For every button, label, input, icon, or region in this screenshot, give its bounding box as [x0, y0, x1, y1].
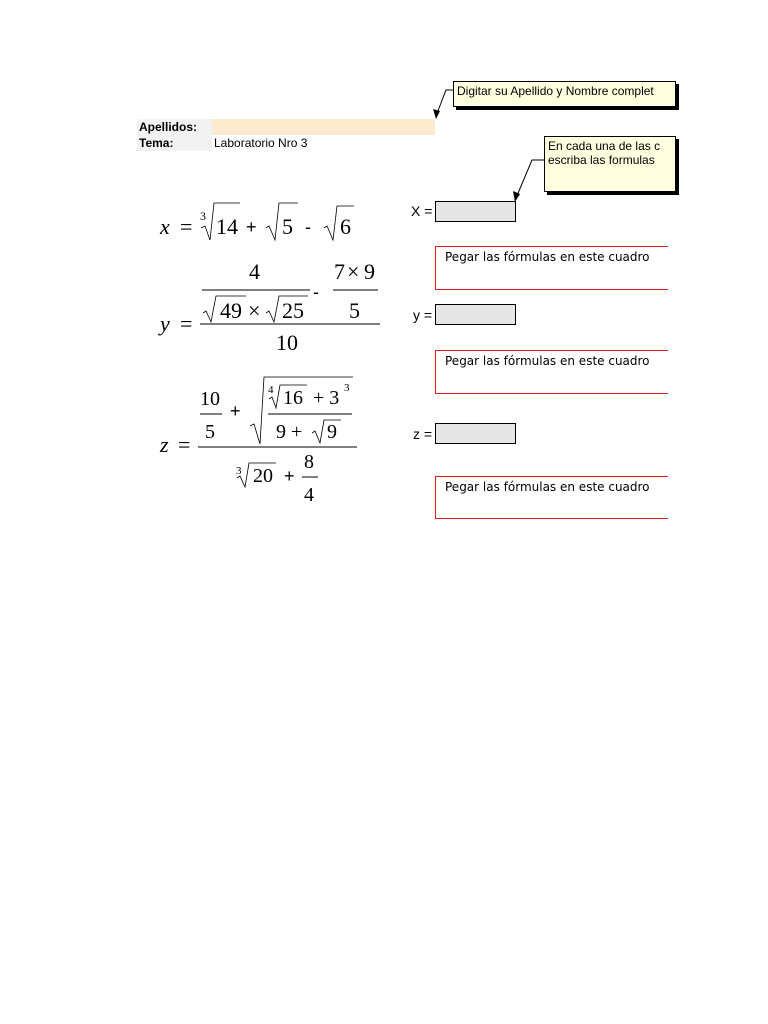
- z-paste-text: Pegar las fórmulas en este cuadro: [445, 480, 650, 494]
- z-num-10: 10: [200, 388, 220, 410]
- z-result-label: z =: [413, 426, 433, 442]
- formula-hint-line2: escriba las formulas: [548, 153, 655, 167]
- y-var: y: [160, 311, 170, 336]
- z-plus: +: [230, 401, 241, 421]
- z-radicand-16: 16: [283, 387, 303, 409]
- y-radicand-49: 49: [220, 298, 242, 323]
- x-paste-box[interactable]: [435, 246, 668, 290]
- apellidos-label: Apellidos:: [139, 120, 198, 134]
- formula-hint-arrow: [516, 160, 544, 198]
- x-radicand-2: 5: [282, 214, 293, 239]
- x-var: x: [160, 214, 170, 239]
- x-paste-text: Pegar las fórmulas en este cuadro: [445, 250, 650, 264]
- z-index-3: 3: [236, 465, 242, 477]
- y-num-9: 9: [364, 259, 375, 284]
- y-paste-box[interactable]: [435, 350, 668, 394]
- tema-label: Tema:: [139, 136, 174, 150]
- z-num-9: 9 +: [276, 421, 303, 443]
- formulas-image: [0, 0, 420, 520]
- z-radicand-20: 20: [253, 465, 273, 487]
- y-times-2: ×: [347, 259, 360, 284]
- y-radicand-25: 25: [282, 298, 304, 323]
- y-den-10: 10: [276, 330, 298, 355]
- z-exp-3: 3: [344, 382, 350, 394]
- y-times: ×: [248, 298, 261, 323]
- z-var: z: [160, 432, 169, 457]
- y-paste-text: Pegar las fórmulas en este cuadro: [445, 354, 650, 368]
- x-result-label: X =: [411, 203, 433, 219]
- z-den-4: 4: [304, 484, 314, 506]
- formula-hint-line1: En cada una de las c: [548, 139, 661, 153]
- z-plus-3: + 3: [313, 387, 340, 409]
- x-minus: -: [305, 217, 311, 237]
- name-hint-arrowhead: [433, 109, 440, 119]
- x-radicand-3: 6: [340, 214, 351, 239]
- y-num-7: 7: [334, 259, 345, 284]
- z-eq: =: [178, 432, 191, 457]
- formula-z: [159, 377, 357, 506]
- tema-value: Laboratorio Nro 3: [214, 136, 308, 150]
- x-plus: +: [246, 217, 257, 237]
- x-root-index: 3: [200, 209, 206, 223]
- z-paste-box[interactable]: [435, 476, 668, 519]
- name-hint-text: Digitar su Apellido y Nombre complet: [457, 84, 654, 98]
- x-radicand-1: 14: [216, 214, 238, 239]
- x-eq: =: [180, 214, 193, 239]
- z-result-cell[interactable]: [435, 423, 516, 444]
- y-eq: =: [180, 311, 193, 336]
- y-minus: -: [313, 282, 319, 302]
- z-radicand-9: 9: [327, 421, 337, 443]
- formula-y: [158, 259, 380, 355]
- y-den-5: 5: [349, 298, 360, 323]
- z-plus-den: +: [284, 466, 295, 486]
- z-den-5: 5: [205, 421, 215, 443]
- z-index-4: 4: [268, 384, 274, 396]
- y-result-label: y =: [413, 307, 433, 323]
- z-num-8: 8: [304, 451, 314, 473]
- y-result-cell[interactable]: [435, 304, 516, 325]
- formula-x: [159, 203, 354, 240]
- y-num-4: 4: [249, 259, 260, 284]
- x-result-cell[interactable]: [435, 201, 516, 222]
